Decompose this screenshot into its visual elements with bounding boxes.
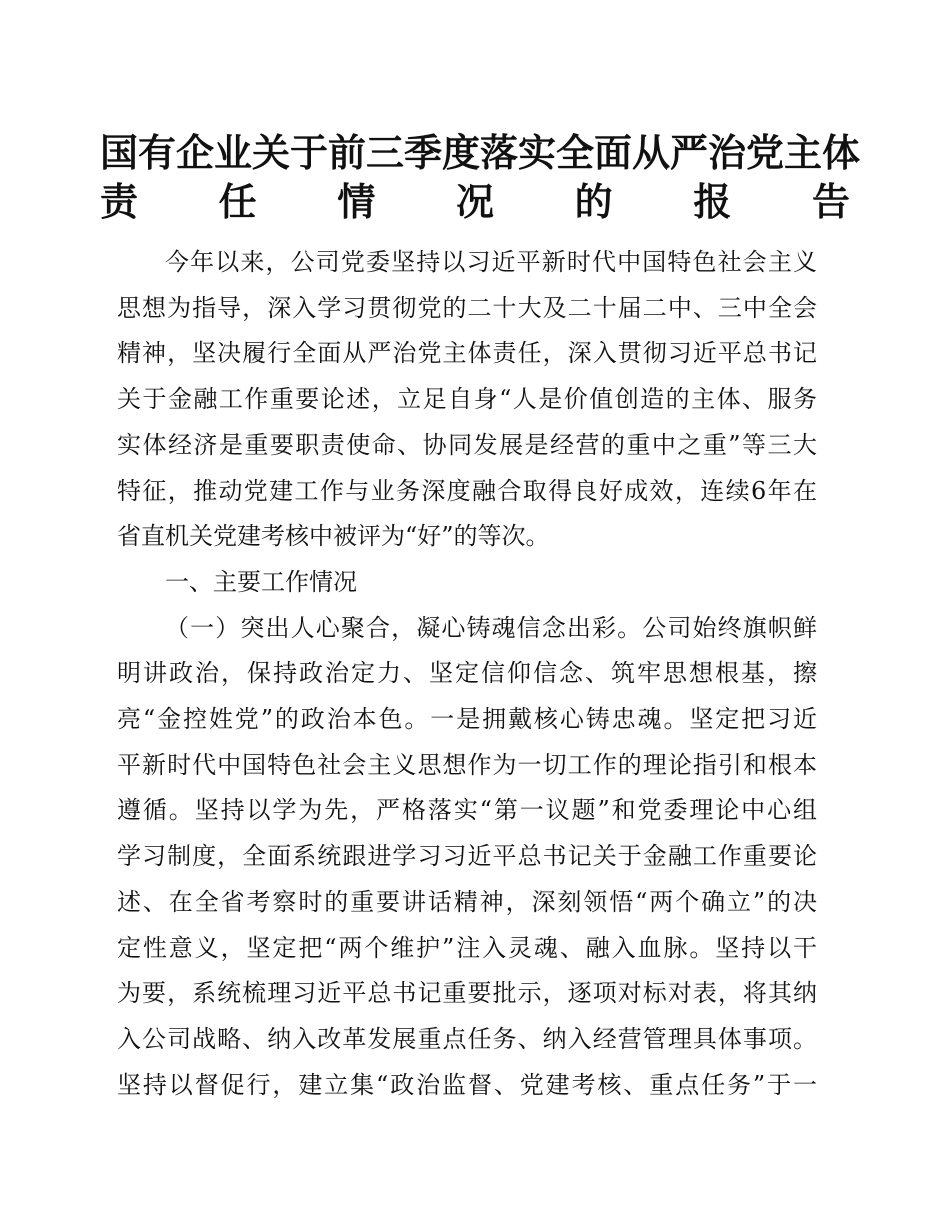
paragraph-line: 述、在全省考察时的重要讲话精神，深刻领悟“两个确立”的决 [117, 887, 817, 916]
paragraph-line: 今年以来，公司党委坚持以习近平新时代中国特色社会主义 [165, 248, 817, 276]
section-heading: 一、主要工作情况 [165, 567, 357, 596]
paragraph-line: 定性意义，坚定把“两个维护”注入灵魂、融入血脉。坚持以干 [117, 933, 817, 962]
title-line: 国有企业关于前三季度落实全面从严治党主体 [100, 130, 861, 175]
paragraph-line: 实体经济是重要职责使命、协同发展是经营的重中之重”等三大 [117, 430, 817, 459]
paragraph-line: 关于金融工作重要论述，立足自身“人是价值创造的主体、服务 [117, 385, 817, 414]
paragraph-line: 遵循。坚持以学为先，严格落实“第一议题”和党委理论中心组 [117, 796, 817, 825]
paragraph-line: 精神，坚决履行全面从严治党主体责任，深入贯彻习近平总书记 [117, 339, 817, 368]
paragraph-line: 明讲政治，保持政治定力、坚定信仰信念、筑牢思想根基，擦 [117, 659, 817, 688]
section-paragraph [117, 606, 817, 1109]
title-line: 责任情况的报告 [100, 179, 850, 224]
paragraph-line: 特征，推动党建工作与业务深度融合取得良好成效，连续6年在 [117, 476, 817, 505]
intro-paragraph [117, 240, 817, 560]
paragraph-line: 思想为指导，深入学习贯彻党的二十大及二十届二中、三中全会 [117, 293, 817, 322]
paragraph-line: 为要，系统梳理习近平总书记重要批示，逐项对标对表，将其纳 [117, 979, 817, 1008]
document-body [117, 240, 817, 1108]
paragraph-line: 亮“金控姓党”的政治本色。一是拥戴核心铸忠魂。坚定把习近 [117, 705, 817, 734]
paragraph-line: 入公司战略、纳入改革发展重点任务、纳入经营管理具体事项。 [117, 1024, 817, 1053]
document-title [100, 128, 861, 226]
paragraph-line: 省直机关党建考核中被评为“好”的等次。 [117, 522, 550, 551]
paragraph-line: （一）突出人心聚合，凝心铸魂信念出彩。公司始终旗帜鲜 [165, 613, 817, 642]
paragraph-line: 学习制度，全面系统跟进学习习近平总书记关于金融工作重要论 [117, 842, 817, 871]
paragraph-line: 坚持以督促行，建立集“政治监督、党建考核、重点任务”于一 [117, 1070, 817, 1099]
paragraph-line: 平新时代中国特色社会主义思想作为一切工作的理论指引和根本 [117, 750, 817, 779]
